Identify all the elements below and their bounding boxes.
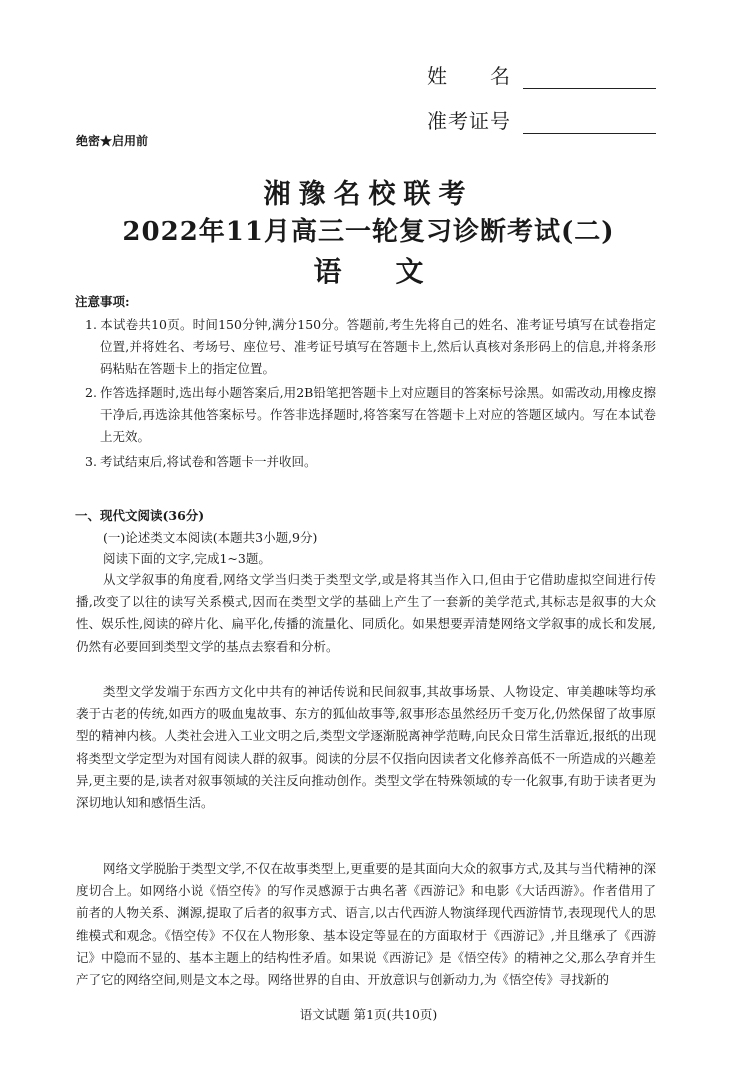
passage-paragraph: 类型文学发端于东西方文化中共有的神话传说和民间叙事,其故事场景、人物设定、审美趣味等均承袭于古老的传统,如西方的吸血鬼故事、东方的狐仙故事等,叙事形态虽然经历千变万化,仍然保留了故事原型的精神内核。人类社会进入工业文明之后,类型文学逐渐脱离神学范畴,向民众日常生活靠近,报纸的出现将类型文学定型为对国有阅读人群的叙事。阅读的分层不仅指向因读者文化修养高低不一所造成的兴趣差异,更主要的是,读者对叙事领域的关注反向推动创作。类型文学在特殊领域的专一化叙事,有助于读者更为深切地认知和感悟生活。	[76, 684, 656, 811]
exam-id-label: 准考证号	[427, 109, 511, 133]
exam-id-blank-line	[523, 115, 656, 134]
name-blank-line	[523, 70, 656, 89]
page-footer: 语文试题 第1页(共10页)	[299, 1007, 438, 1022]
section-heading: 一、现代文阅读(36分)	[75, 508, 205, 523]
name-field	[427, 60, 656, 89]
notice-item: 3. 考试结束后,将试卷和答题卡一并收回。	[85, 454, 317, 469]
reading-instruction: 阅读下面的文字,完成1~3题。	[103, 551, 271, 566]
exam-id-field	[427, 105, 656, 134]
notice-item: 1. 本试卷共10页。时间150分钟,满分150分。答题前,考生先将自己的姓名、准考证号填写在试卷指定位置,并将姓名、考场号、座位号、准考证号填写在答题卡上,然后认真核对条形码上的信息,并将条形码粘贴在答题卡上的指定位置。	[85, 317, 656, 376]
exam-title-line2: 2022年11月高三一轮复习诊断考试(二)	[122, 217, 615, 247]
passage-paragraph: 从文学叙事的角度看,网络文学当归类于类型文学,或是将其当作入口,但由于它借助虚拟空间进行传播,改变了以往的读写关系模式,因而在类型文学的基础上产生了一套新的美学范式,其标志是叙事的大众性、娱乐性,阅读的碎片化、扁平化,传播的流量化、同质化。如果想要弄清楚网络文学叙事的成长和发展,仍然有必要回到类型文学的基点去察看和分析。	[76, 572, 656, 654]
name-label: 姓 名	[427, 64, 511, 88]
notice-heading: 注意事项:	[75, 294, 130, 309]
notice-item: 2. 作答选择题时,选出每小题答案后,用2B铅笔把答题卡上对应题目的答案标号涂黑。如需改动,用橡皮擦干净后,再选涂其他答案标号。作答非选择题时,将答案写在答题卡上对应的答题区域内。写在本试卷上无效。	[85, 385, 656, 444]
exam-title-line1: 湘豫名校联考	[263, 179, 474, 210]
secret-mark: 绝密★启用前	[76, 134, 149, 148]
subsection-heading: (一)论述类文本阅读(本题共3小题,9分)	[103, 530, 318, 545]
passage-paragraph: 网络文学脱胎于类型文学,不仅在故事类型上,更重要的是其面向大众的叙事方式,及其与当代精神的深度切合上。如网络小说《悟空传》的写作灵感源于古典名著《西游记》和电影《大话西游》。作者借用了前者的人物关系、渊源,提取了后者的叙事方式、语言,以古代西游人物演绎现代西游情节,表现现代人的思维模式和观念。《悟空传》不仅在人物形象、基本设定等显在的方面取材于《西游记》,并且继承了《西游记》中隐而不显的、基本主题上的结构性矛盾。如果说《西游记》是《悟空传》的精神之父,那么孕育并生产了它的网络空间,则是文本之母。网络世界的自由、开放意识与创新动力,为《悟空传》寻找新的	[76, 861, 656, 988]
subject-title: 语文	[313, 255, 478, 288]
